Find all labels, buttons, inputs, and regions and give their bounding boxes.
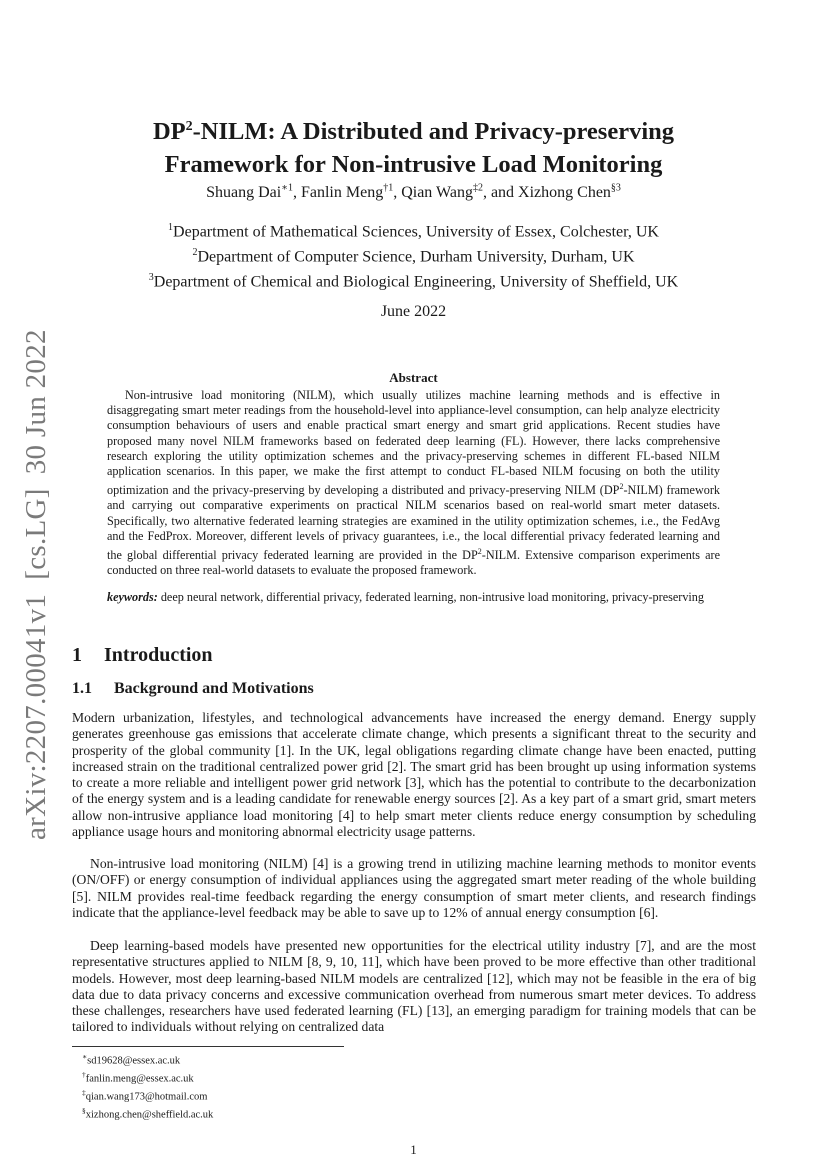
footnote-divider (72, 1046, 344, 1047)
footnote: §xizhong.chen@sheffield.ac.uk (82, 1106, 214, 1121)
arxiv-id: arXiv:2207.00041v1 (20, 593, 52, 840)
body-paragraph: Non-intrusive load monitoring (NILM) [4] is a growing trend in utilizing machine learning methods to monitor events (ON/OFF) or energy consumption of individual appliances using the aggregated smart meter reading of the whole building [5]. NILM provides real-time feedback regarding the energy consumption of smart meter clients, and research findings indicate that the appliance-level feedback may be able to save up to 12% of annual energy consumption [6]. (72, 856, 756, 920)
keywords-label: keywords: (107, 590, 158, 604)
arxiv-category: [cs.LG] (20, 488, 52, 580)
affiliation: $^2$Department of Computer Science, Durham University, Durham, UK (192, 246, 635, 266)
author: Shuang Dai$^{∗1}$, (206, 183, 301, 202)
abstract-body: Non-intrusive load monitoring (NILM), which usually utilizes machine learning methods and is effective in disaggregating smart meter readings from the household-level into appliance-level consumption, can help analyze electricity consumption behaviours of users and enable practical smart energy and smart grid applications. Recent studies have proposed many novel NILM frameworks based on federated deep learning (FL). However, there lacks comprehensive research exploring the utility optimization schemes and the privacy-preserving schemes in different FL-based NILM application scenarios. In this paper, we make the first attempt to conduct FL-based NILM focusing on both the utility optimization and the privacy-preserving by developing a distributed and privacy-preserving NILM $(DP^2-NILM)$ framework and carrying out comparative experiments on practical NILM scenarios based on real-world smart meter datasets. Specifically, two alternative federated learning strategies are examined in the utility optimization schemes, i.e., the FedAvg and the FedProx. Moreover, different levels of privacy guarantees, i.e., the local differential privacy federated learning and the global differential privacy federated learning are provided in the $DP^2$-NILM. Extensive comparison experiments are conducted on three real-world datasets to evaluate the proposed framework. (107, 388, 720, 578)
affiliation-list (70, 218, 757, 292)
author: Qian Wang$^{\ddagger 2}$, and (401, 183, 519, 202)
affiliation: $^1$Department of Mathematical Sciences, University of Essex, Colchester, UK (168, 222, 659, 241)
arxiv-date: 30 Jun 2022 (20, 329, 52, 475)
footnotes (82, 1050, 213, 1122)
paper-title (70, 110, 757, 181)
body-paragraph: Modern urbanization, lifestyles, and technological advancements have increased the energy demand. Energy supply generates greenhouse gas emissions that accelerate climate change, which presents a significant threat to the security and prosperity of the global community [1]. In the UK, legal obligations regarding climate change have been enacted, putting increased strain on the traditional centralized power grid [2]. The smart grid has been brought up using information systems to create a more reliable and intelligent power grid network [3], which has the potential to contribute to the decarbonization of the energy system and is a leading candidate for renewable energy sources [2]. As a key part of a smart grid, smart meters allow non-intrusive appliance load monitoring [4] to help smart meter clients reduce energy consumption by scheduling appliance usage hours and monitoring abnormal electricity usage patterns. (72, 710, 756, 840)
arxiv-identifier-sidebar (20, 329, 60, 840)
keywords: keywords: deep neural network, differential privacy, federated learning, non-intrusive load monitoring, privacy-preserving (107, 590, 704, 604)
title-line-1: $DP^2$-NILM: A Distributed and Privacy-preserving (152, 118, 675, 145)
section-heading: 1 Introduction (72, 644, 213, 666)
abstract-heading: Abstract (389, 370, 438, 385)
body-paragraph: Deep learning-based models have presented new opportunities for the electrical utility industry [7], and are the most representative structures applied to NILM [8, 9, 10, 11], which have been proved to be more effective than other traditional models. However, most deep learning-based NILM models are centralized [12], which may not be feasible in the era of big data due to data privacy concerns and excessive communication overhead from numerous smart meter devices. To address these challenges, researchers have used federated learning (FL) [13], an emerging paradigm for training models that can be tailored to individuals without relying on centralized data (72, 938, 756, 1035)
title-line-2: Framework for Non-intrusive Load Monitoring (164, 151, 663, 178)
footnote: ‡qian.wang173@hotmail.com (82, 1088, 208, 1103)
page-number: 1 (410, 1142, 417, 1157)
author: Fanlin Meng$^{\dagger 1}$, (300, 183, 402, 202)
affiliation: $^3$Department of Chemical and Biological Engineering, University of Sheffield, UK (148, 271, 679, 290)
footnote: †fanlin.meng@essex.ac.uk (82, 1070, 194, 1085)
author-list (70, 183, 757, 202)
footnote: ∗sd19628@essex.ac.uk (82, 1052, 181, 1067)
subsection-heading: 1.1 Background and Motivations (72, 680, 314, 697)
publication-date: June 2022 (380, 303, 447, 320)
author: Xizhong Chen$^{\S 3}$ (518, 183, 621, 202)
